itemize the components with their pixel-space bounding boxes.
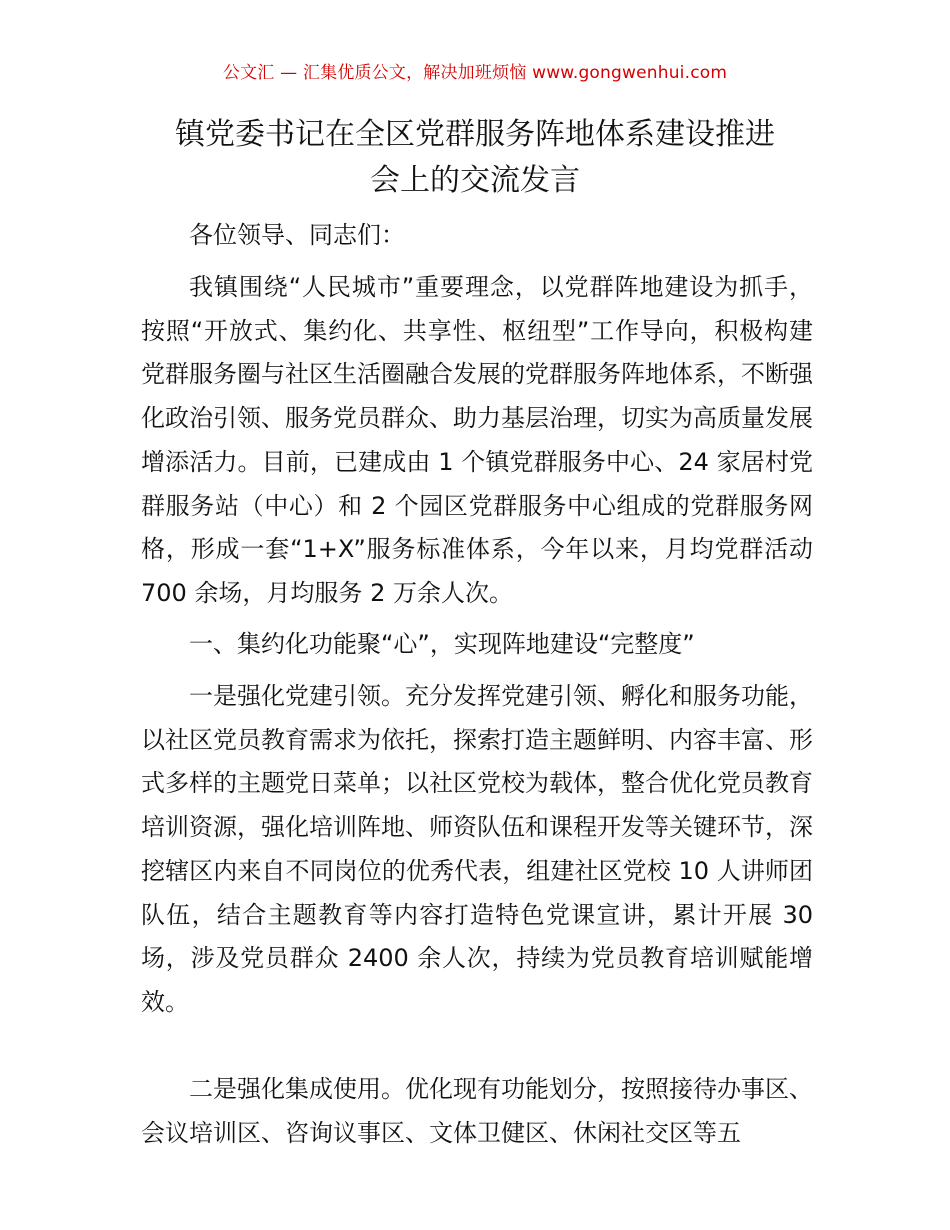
point-1-paragraph: 一是强化党建引领。充分发挥党建引领、孵化和服务功能，以社区党员教育需求为依托，探索打造主题鲜明、内容丰富、形式多样的主题党日菜单；以社区党校为载体，整合优化党员教育培训资源，强化培训阵地、师资队伍和课程开发等关键环节，深挖辖区内来自不同岗位的优秀代表，组建社区党校 10 人讲师团队伍，结合主题教育等内容打造特色党课宣讲，累计开展 30 场，涉及党员群众 2400 余人次，持续为党员教育培训赋能增效。: [141, 682, 813, 1016]
greeting-block: [141, 214, 813, 258]
point-2-block: [141, 1068, 813, 1155]
document-title: [110, 112, 840, 204]
point-2-paragraph: 二是强化集成使用。优化现有功能划分，按照接待办事区、会议培训区、咨询议事区、文体卫健区、休闲社交区等五: [141, 1075, 813, 1147]
greeting: 各位领导、同志们：: [189, 221, 405, 249]
point-1-block: [141, 675, 813, 1025]
title-line-2: 会上的交流发言: [370, 163, 580, 198]
intro-paragraph: 我镇围绕“人民城市”重要理念，以党群阵地建设为抓手，按照“开放式、集约化、共享性、枢纽型”工作导向，积极构建党群服务圈与社区生活圈融合发展的党群服务阵地体系，不断强化政治引领、服务党员群众、助力基层治理，切实为高质量发展增添活力。目前，已建成由 1 个镇党群服务中心、24 家居村党群服务站（中心）和 2 个园区党群服务中心组成的党群服务网格，形成一套“1+X”服务标准体系，今年以来，月均党群活动 700 余场，月均服务 2 万余人次。: [141, 273, 813, 607]
site-banner[interactable]: 公文汇 — 汇集优质公文，解决加班烦恼 www.gongwenhui.com: [222, 63, 728, 83]
section-heading-block: [141, 623, 813, 667]
intro-block: [141, 266, 813, 616]
title-line-1: 镇党委书记在全区党群服务阵地体系建设推进: [175, 117, 775, 152]
section-1-heading: 一、集约化功能聚“心”，实现阵地建设“完整度”: [189, 630, 695, 658]
